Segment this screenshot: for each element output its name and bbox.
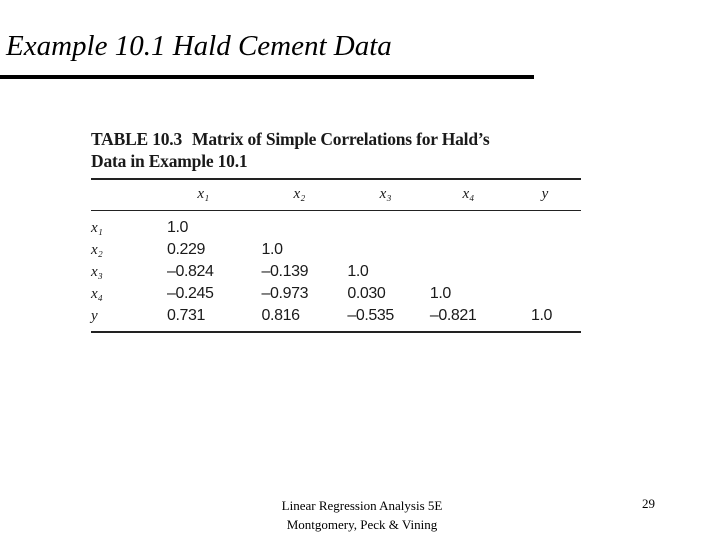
table-cell: 1.0: [261, 241, 283, 259]
table-label: TABLE 10.3: [91, 129, 183, 149]
correlation-table-figure: [91, 128, 581, 333]
col-header-x4: x₄: [462, 186, 475, 203]
table-cell: –0.139: [261, 263, 309, 281]
table-cell: [428, 261, 509, 283]
table-cell: 1.0: [429, 285, 451, 303]
table-cell: [509, 239, 581, 261]
footer-book-title: Linear Regression Analysis 5E: [281, 498, 443, 513]
caption-line-2: Data in Example 10.1: [91, 151, 248, 171]
table-row: [91, 261, 581, 283]
page-number: 29: [642, 496, 655, 511]
table-cell: [428, 239, 509, 261]
table-cell: –0.824: [167, 263, 214, 281]
table-cell: [256, 211, 344, 239]
table-cell: [428, 211, 509, 239]
table-row: [91, 283, 581, 305]
footer-authors: Montgomery, Peck & Vining: [286, 517, 438, 532]
slide-footer: [272, 496, 452, 534]
table-cell: [343, 211, 427, 239]
col-header-x1: x₁: [197, 186, 210, 203]
table-cell: [509, 261, 581, 283]
table-cell: –0.973: [261, 285, 309, 303]
correlation-matrix: [91, 180, 581, 328]
row-label: x₄: [91, 285, 103, 302]
table-cell: 0.816: [261, 307, 300, 325]
caption-text-1: Matrix of Simple Correlations for Hald’s: [192, 129, 490, 149]
title-underline: [0, 75, 534, 79]
table-row: [91, 211, 581, 239]
table-cell: 1.0: [347, 263, 369, 281]
table-bottom-rule: [91, 331, 581, 333]
slide-title: Example 10.1 Hald Cement Data: [6, 30, 392, 62]
caption-line-1: [91, 128, 581, 150]
row-label: y: [91, 307, 98, 324]
table-row: [91, 239, 581, 261]
col-header-y: y: [541, 186, 549, 203]
stub-header: [91, 180, 151, 210]
table-cell: 0.030: [347, 285, 386, 303]
table-row: [91, 305, 581, 327]
table-cell: –0.245: [167, 285, 214, 303]
table-cell: [509, 211, 581, 239]
table-cell: [509, 283, 581, 305]
table-cell: [343, 239, 427, 261]
col-header-x3: x₃: [379, 186, 392, 203]
table-cell: 1.0: [167, 219, 189, 237]
table-cell: 1.0: [531, 307, 553, 325]
row-label: x₂: [91, 241, 103, 258]
table-cell: –0.535: [347, 307, 394, 325]
table-header: [91, 180, 581, 212]
header-row: [91, 180, 581, 210]
row-label: x₃: [91, 263, 103, 280]
table-caption: [91, 128, 581, 172]
table-cell: 0.731: [167, 307, 206, 325]
table-cell: –0.821: [429, 307, 477, 325]
table-cell: 0.229: [167, 241, 206, 259]
row-label: x₁: [91, 219, 103, 236]
table-body: [91, 211, 581, 327]
col-header-x2: x₂: [293, 186, 306, 203]
